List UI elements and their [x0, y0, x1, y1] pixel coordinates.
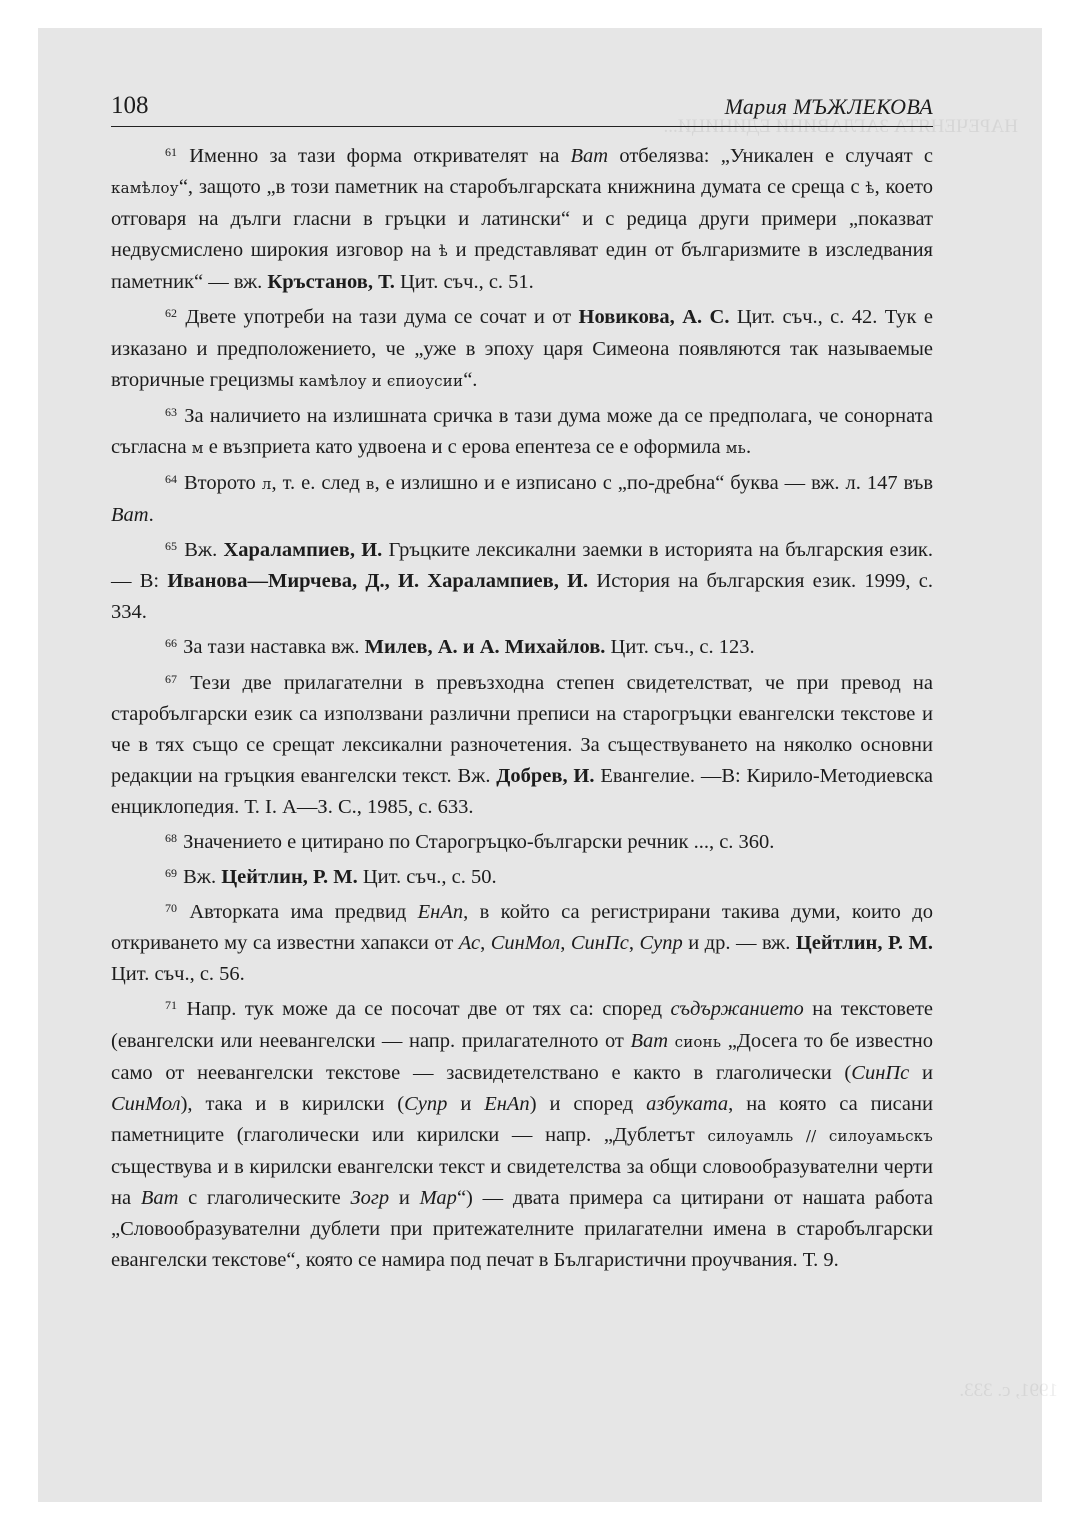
- footnote-text: Напр. тук може да се посочат две от тях са: според: [186, 998, 671, 1021]
- old-bulgarian-word: камѣлоу: [111, 179, 179, 198]
- footnote-text: и др. — вж.: [682, 932, 796, 955]
- bleed-through-footer: 1991, с. 333.: [959, 1380, 1058, 1401]
- footnote-62: [111, 298, 933, 396]
- running-head-author: Мария МЪЖЛЕКОВА: [724, 94, 933, 119]
- source-abbreviation: Ас: [458, 932, 481, 955]
- author-reference: Цейтлин, Р. М.: [795, 932, 933, 955]
- footnote-text: .: [148, 504, 154, 527]
- footnote-number: 63: [165, 404, 177, 419]
- footnote-text: Гръцките лексикални заемки в историята на българския език. — В:: [111, 539, 933, 593]
- footnote-text: История на българския език. 1999, с. 334.: [111, 570, 933, 624]
- old-bulgarian-word: л: [261, 474, 272, 493]
- bleed-through-header: НАРЕЧЕНЯТА ЗАГЛАВИНИ ЕДИНИЦИ...: [663, 116, 1018, 137]
- source-abbreviation: съдържанието: [670, 998, 804, 1021]
- footnote-text: Второто: [183, 471, 262, 494]
- footnote-text: ), така и в кирилски (: [180, 1092, 405, 1115]
- footnote-text: Авторката има предвид: [189, 901, 418, 924]
- author-reference: Новикова, А. С.: [578, 306, 730, 329]
- old-bulgarian-word: камѣлоу и єпиоусии: [298, 371, 464, 390]
- footnote-68: [111, 823, 933, 858]
- footnote-65: [111, 531, 933, 628]
- old-bulgarian-word: м: [191, 438, 204, 457]
- footnote-66: [111, 628, 933, 663]
- footnote-text: Двете употреби на тази дума се сочат и от: [185, 306, 579, 329]
- old-bulgarian-word: ѣ: [865, 179, 875, 198]
- source-abbreviation: Ват: [570, 145, 609, 167]
- footnote-text: с глаголическите: [178, 1187, 351, 1209]
- footnote-text: отбелязва: „Уникален е случаят с: [608, 145, 933, 167]
- footnote-text: , т. е. след: [271, 471, 366, 494]
- footnote-text: съществува и в кирилски евангелски текст и свидетелства за общи словообразувателни черти на: [111, 1155, 933, 1209]
- footnote-text: , в който са регистрирани такива думи, които до откриването му са известни хапакси от: [111, 901, 933, 955]
- author-reference: Милев, А. и А. Михайлов.: [364, 636, 606, 659]
- footnote-text: Цит. съч., с. 50.: [357, 866, 497, 889]
- source-abbreviation: Супр: [404, 1092, 448, 1115]
- footnote-text: , е излишно и е изписано с „по-дребна“ буква — вж. л. 147 във: [374, 471, 934, 494]
- old-bulgarian-word: ѣ: [438, 242, 448, 261]
- footnote-text: ,: [628, 932, 640, 955]
- footnote-text: и: [447, 1092, 485, 1115]
- source-abbreviation: СинПс: [851, 1061, 910, 1084]
- footnote-69: [111, 858, 933, 893]
- footnote-text: Цит. съч., с. 51.: [394, 271, 534, 294]
- footnote-number: 68: [165, 830, 177, 845]
- source-abbreviation: Ват: [630, 1029, 669, 1052]
- old-bulgarian-word: силоуамль // силоуамьскъ: [707, 1126, 933, 1145]
- source-abbreviation: СинМол: [490, 932, 561, 955]
- footnote-number: 71: [165, 998, 177, 1013]
- footnote-text: на текстовете (евангелски или неевангелски — напр. прилагателното от: [111, 998, 934, 1052]
- footnote-number: 61: [165, 145, 177, 159]
- source-abbreviation: ЕнАп: [417, 901, 464, 924]
- author-reference: Цейтлин, Р. М.: [221, 866, 358, 889]
- old-bulgarian-word: в: [365, 474, 375, 493]
- footnote-text: “.: [463, 368, 478, 391]
- footnote-text: “) — двата примера са цитирани от нашата работа „Словообразувателни дублети при притежателните прилагателни имена в старобългарски евангелски текстове“, която се намира под печат в Българистични проучвания. Т. 9.: [111, 1187, 933, 1272]
- footnote-text: “, защото „в този паметник на старобългарската книжнина думата се среща с: [178, 176, 866, 199]
- source-abbreviation: Зогр: [350, 1187, 390, 1209]
- old-bulgarian-word: сионь: [674, 1032, 722, 1051]
- footnote-63: [111, 397, 933, 464]
- footnote-number: 70: [165, 901, 177, 916]
- running-header: [111, 86, 933, 127]
- footnote-text: .: [746, 435, 752, 458]
- footnote-number: 69: [165, 866, 177, 881]
- source-abbreviation: Ват: [140, 1187, 179, 1209]
- footnote-text: и: [909, 1061, 933, 1084]
- footnote-text: ,: [480, 932, 491, 955]
- old-bulgarian-word: мь: [725, 438, 746, 457]
- footnote-text: ) и според: [529, 1092, 647, 1115]
- author-reference: Иванова—Мирчева, Д., И. Харалампиев, И.: [167, 570, 589, 593]
- footnote-text: Евангелие. —В: Кирило-Методиевска енциклопедия. Т. I. А—З. С., 1985, с. 633.: [111, 764, 933, 818]
- footnote-text: Цит. съч., с. 123.: [605, 636, 755, 659]
- footnote-71: [111, 990, 933, 1276]
- footnote-text: Именно за тази форма откривателят на: [189, 145, 571, 167]
- author-reference: Кръстанов, Т.: [267, 271, 395, 294]
- source-abbreviation: Супр: [639, 932, 683, 955]
- footnote-number: 64: [165, 471, 177, 486]
- footnote-text: За тази наставка вж.: [183, 636, 365, 659]
- source-abbreviation: Мар: [419, 1187, 457, 1209]
- author-reference: Харалампиев, И.: [223, 539, 383, 562]
- footnote-text: , на която са писани паметниците (глаголически или кирилски — напр. „Дублетът: [111, 1092, 933, 1146]
- footnote-text: Вж.: [184, 539, 224, 562]
- author-reference: Добрев, И.: [496, 764, 595, 787]
- footnotes-body: [111, 137, 933, 1276]
- footnote-number: 62: [165, 306, 177, 321]
- footnote-text: Вж.: [183, 866, 222, 889]
- footnote-text: и: [389, 1187, 420, 1209]
- source-abbreviation: Ват: [111, 504, 149, 527]
- footnote-text: [668, 1030, 675, 1052]
- source-abbreviation: азбуката: [646, 1092, 729, 1115]
- footnote-number: 67: [165, 671, 177, 686]
- source-abbreviation: ЕнАп: [484, 1092, 530, 1115]
- footnote-number: 65: [165, 539, 177, 554]
- footnote-64: [111, 464, 933, 531]
- footnote-61: [111, 137, 933, 298]
- source-abbreviation: СинПс: [570, 932, 629, 955]
- footnote-text: е възприета като удвоена и с ерова епентеза се е оформила: [203, 435, 726, 458]
- footnote-text: За наличието на излишната сричка в тази дума може да се предполага, че сонорната съгласна: [111, 404, 933, 458]
- footnote-text: Цит. съч., с. 42. Тук е изказано и предположението, че „уже в эпоху царя Симеона появляются так называемые вторичные грецизмы: [111, 306, 933, 391]
- footnote-text: „Досега то бе известно само от неевангелски текстове — засвидетелствано е както в глаголически (: [111, 1029, 934, 1084]
- footnote-70: [111, 893, 933, 990]
- footnote-number: 66: [165, 636, 177, 651]
- footnote-text: Цит. съч., с. 56.: [111, 963, 245, 986]
- footnote-text: и представляват един от българизмите в изследвания паметник“ — вж.: [111, 239, 933, 294]
- footnote-text: Значението е цитирано по Старогръцко-български речник ..., с. 360.: [183, 830, 775, 853]
- footnote-67: [111, 664, 933, 823]
- footnote-text: ,: [560, 932, 571, 955]
- page-number: 108: [111, 92, 149, 119]
- footnote-text: , което отговаря на дълги гласни в гръцки и латински“ и с редица други примери „показват недвусмислено широкия изговор на: [111, 176, 933, 262]
- source-abbreviation: СинМол: [111, 1092, 181, 1115]
- footnote-text: Тези две прилагателни в превъзходна степен свидетелстват, че при превод на старобългарски език са използвани различни преписи на старогръцки евангелски текстове и че в тях също се срещат лексикални разночетения. За съществуването на няколко основни редакции на гръцкия евангелски текст. Вж.: [111, 671, 934, 787]
